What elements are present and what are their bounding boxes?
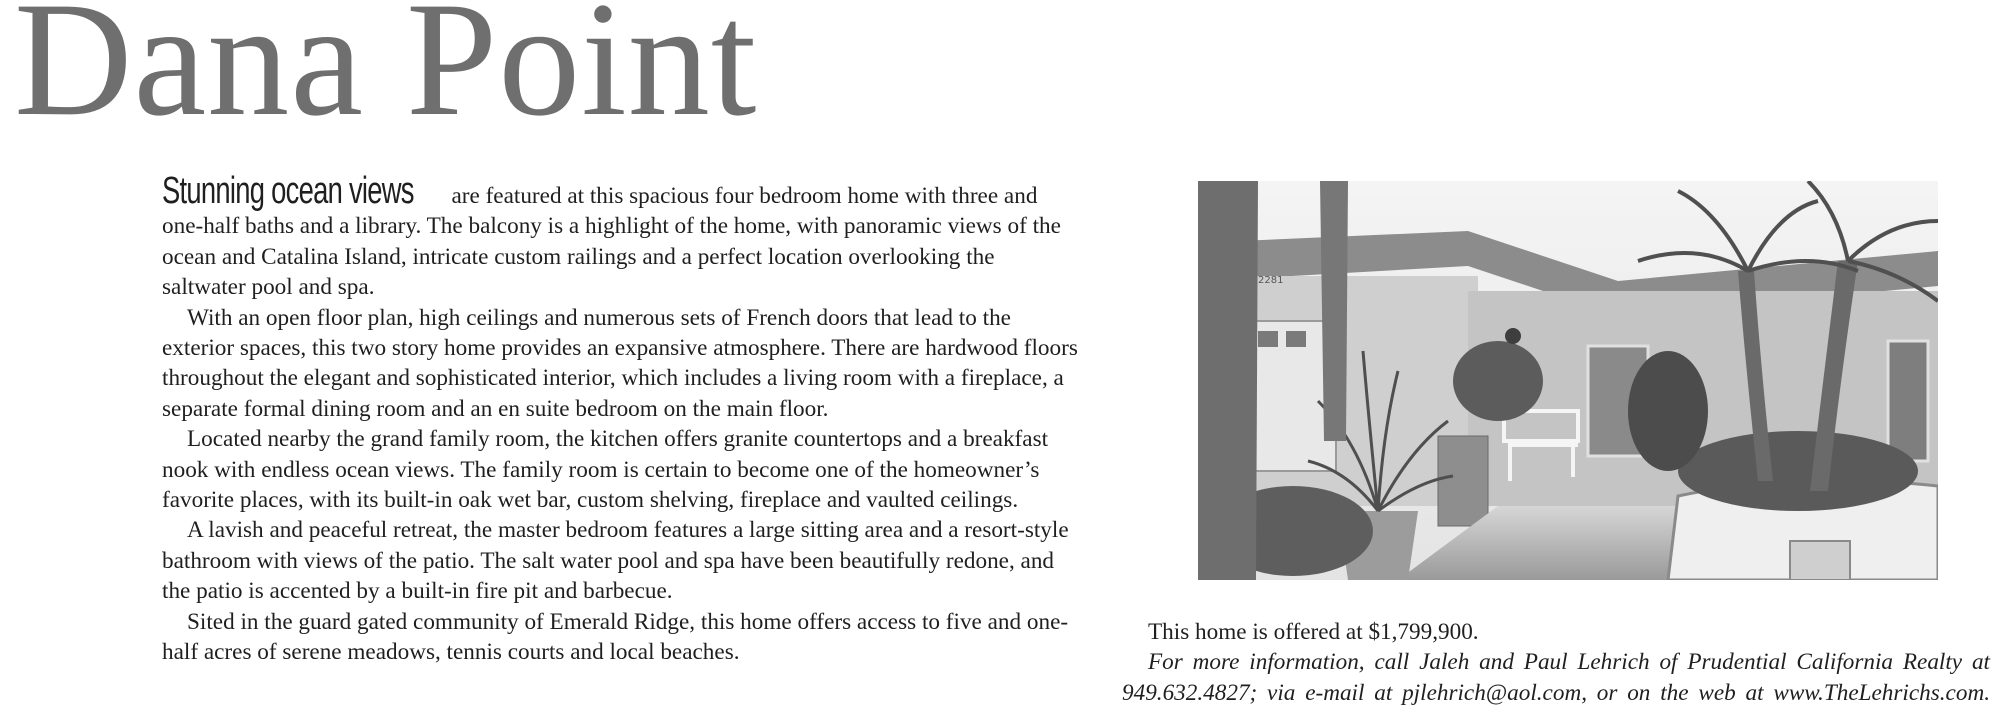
shrub bbox=[1678, 431, 1918, 511]
wall-lantern bbox=[1505, 328, 1521, 344]
garage-window bbox=[1258, 331, 1278, 347]
house-photo bbox=[1198, 181, 1938, 580]
stone-birdbath bbox=[1790, 541, 1850, 580]
palm-trunk bbox=[1198, 181, 1258, 580]
article-body bbox=[162, 170, 1082, 668]
price-line: This home is offered at $1,799,900. bbox=[1148, 619, 1479, 645]
shrub bbox=[1453, 341, 1543, 421]
offer-block bbox=[1122, 617, 1996, 708]
contact-info: For more information, call Jaleh and Paul Lehrich of Prudential California Realty at 949.632.4827; via e-mail at pjlehrich@aol.com, or on the web at www.TheLehrichs.com. bbox=[1122, 649, 1990, 706]
house-photo-illustration bbox=[1198, 181, 1938, 580]
brick-pillar bbox=[1438, 436, 1488, 526]
article-paragraph-3: Located nearby the grand family room, the kitchen offers granite countertops and a breakfast nook with endless ocean views. The family room is certain to become one of the homeowner’s favorite places, with its built-in oak wet bar, custom shelving, fireplace and vaulted ceilings. bbox=[162, 426, 1049, 514]
garage-window bbox=[1286, 331, 1306, 347]
article-paragraph-5: Sited in the guard gated community of Emerald Ridge, this home offers access to five and one-half acres of serene meadows, tennis courts and local beaches. bbox=[162, 608, 1069, 666]
article-paragraph-2: With an open floor plan, high ceilings and numerous sets of French doors that lead to the exterior spaces, this two story home provides an expansive atmosphere. There are hardwood floors throughout the elegant and sophisticated interior, which includes a living room with a fireplace, a separate formal dining room and an en suite bedroom on the main floor. bbox=[162, 304, 1078, 422]
article-paragraph-1 bbox=[162, 170, 1082, 303]
page-title: Dana Point bbox=[14, 0, 758, 150]
lead-phrase: Stunning ocean views bbox=[162, 170, 414, 212]
window bbox=[1888, 341, 1928, 461]
article-paragraph-4: A lavish and peaceful retreat, the master bedroom features a large sitting area and a resort-style bathroom with views of the patio. The salt water pool and spa have been beautifully redone, and the patio is accented by a built-in fire pit and barbecue. bbox=[162, 517, 1069, 605]
article-paragraph-1-text: are featured at this spacious four bedroom home with three and one-half baths and a library. The balcony is a highlight of the home, with panoramic views of the ocean and Catalina Island, intricate custom railings and a perfect location overlooking the saltwater pool and spa. bbox=[162, 183, 1061, 301]
shrub bbox=[1628, 351, 1708, 471]
palm-trunk bbox=[1320, 181, 1348, 441]
house-number: 2281 bbox=[1258, 275, 1284, 286]
